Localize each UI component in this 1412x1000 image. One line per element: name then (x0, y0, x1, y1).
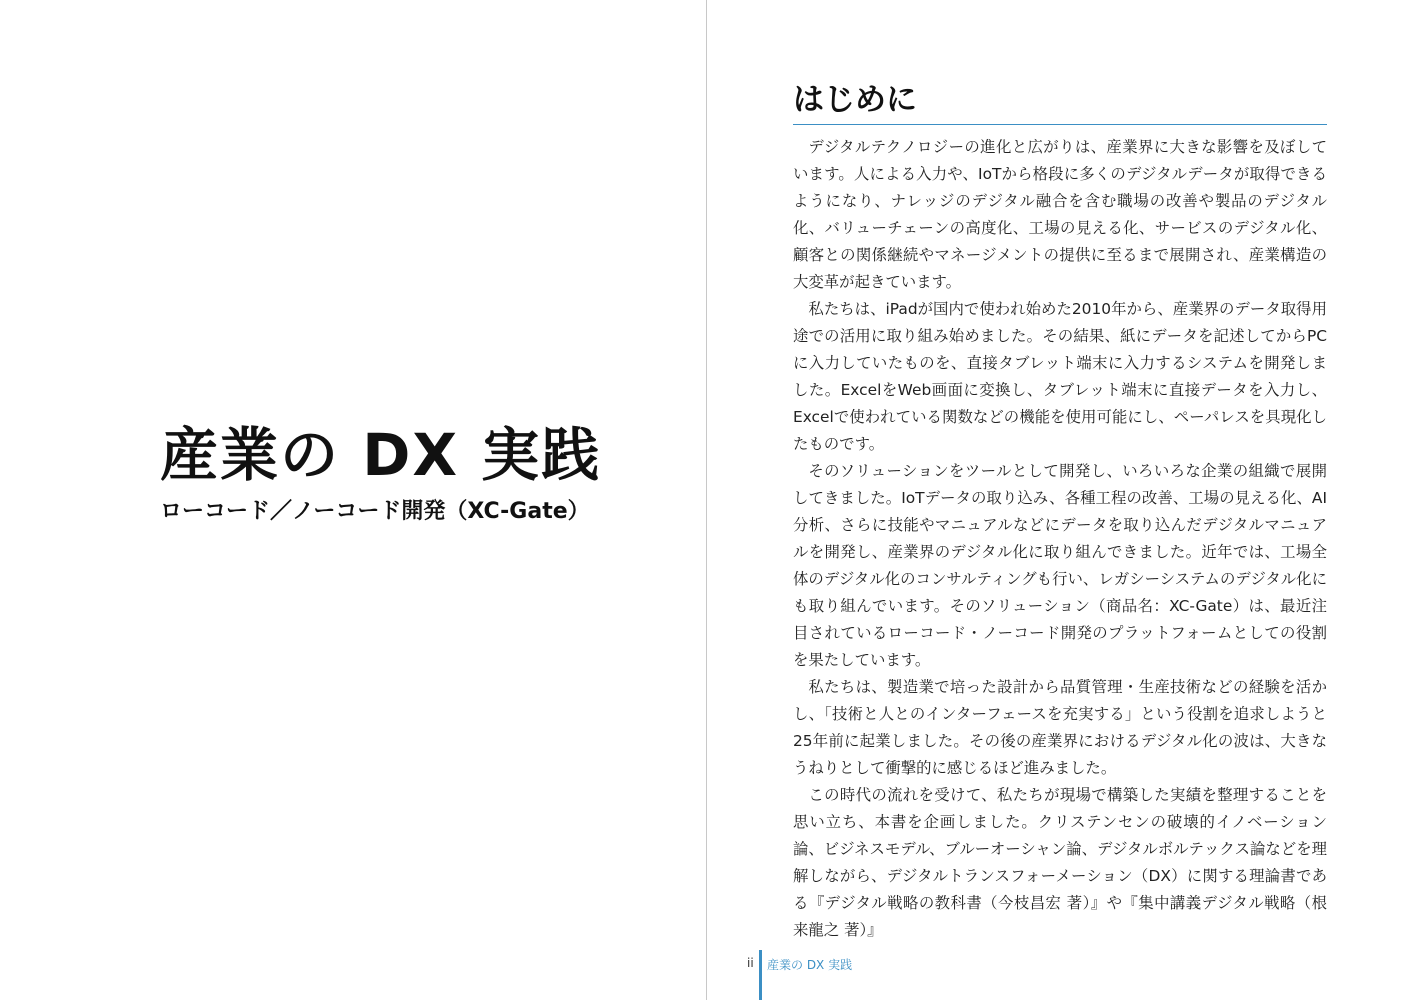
preface-page (707, 0, 1412, 1000)
paragraph: デジタルテクノロジーの進化と広がりは、産業界に大きな影響を及ぼしています。人による入力や、IoTから格段に多くのデジタルデータが取得できるようになり、ナレッジのデジタル融合を含む職場の改善や製品のデジタル化、バリューチェーンの高度化、工場の見える化、サービスのデジタル化、顧客との関係継続やマネージメントの提供に至るまで展開され、産業構造の大変革が起きています。 (793, 138, 1327, 291)
page-number: ii (747, 956, 754, 970)
paragraph: 私たちは、製造業で培った設計から品質管理・生産技術などの経験を活かし、「技術と人とのインターフェースを充実する」という役割を追求しようと25年前に起業しました。その後の産業界におけるデジタル化の波は、大きなうねりとして衝撃的に感じるほど進みました。 (793, 678, 1327, 777)
preface-heading: はじめに (793, 80, 1327, 125)
paragraph: そのソリューションをツールとして開発し、いろいろな企業の組織で展開してきました。IoTデータの取り込み、各種工程の改善、工場の見える化、AI分析、さらに技能やマニュアルなどにデータを取り込んだデジタルマニュアルを開発し、産業界のデジタル化に取り組んできました。近年では、工場全体のデジタル化のコンサルティングも行い、レガシーシステムのデジタル化にも取り組んでいます。そのソリューション（商品名：XC-Gate）は、最近注目されているローコード・ノーコード開発のプラットフォームとしての役割を果たしています。 (793, 462, 1327, 669)
paragraph: この時代の流れを受けて、私たちが現場で構築した実績を整理することを思い立ち、本書を企画しました。クリステンセンの破壊的イノベーション論、ビジネスモデル、ブルーオーシャン論、デジタルボルテックス論などを理解しながら、デジタルトランスフォーメーション（DX）に関する理論書である『デジタル戦略の教科書（今枝昌宏 著）』や『集中講義デジタル戦略（根来龍之 著）』 (793, 786, 1327, 939)
book-subtitle: ローコード／ノーコード開発（XC-Gate） (160, 499, 590, 524)
running-head: 産業の DX 実践 (767, 958, 853, 972)
paragraph: 私たちは、iPadが国内で使われ始めた2010年から、産業界のデータ取得用途での活用に取り組み始めました。その結果、紙にデータを記述してからPCに入力していたものを、直接タブレット端末に入力するシステムを開発しました。ExcelをWeb画面に変換し、タブレット端末に直接データを入力し、Excelで使われている関数などの機能を使用可能にし、ペーパレスを具現化したものです。 (793, 300, 1327, 453)
book-title: 産業の DX 実践 (160, 421, 602, 489)
footer-accent-bar (759, 950, 762, 1000)
preface-body (793, 134, 1327, 944)
